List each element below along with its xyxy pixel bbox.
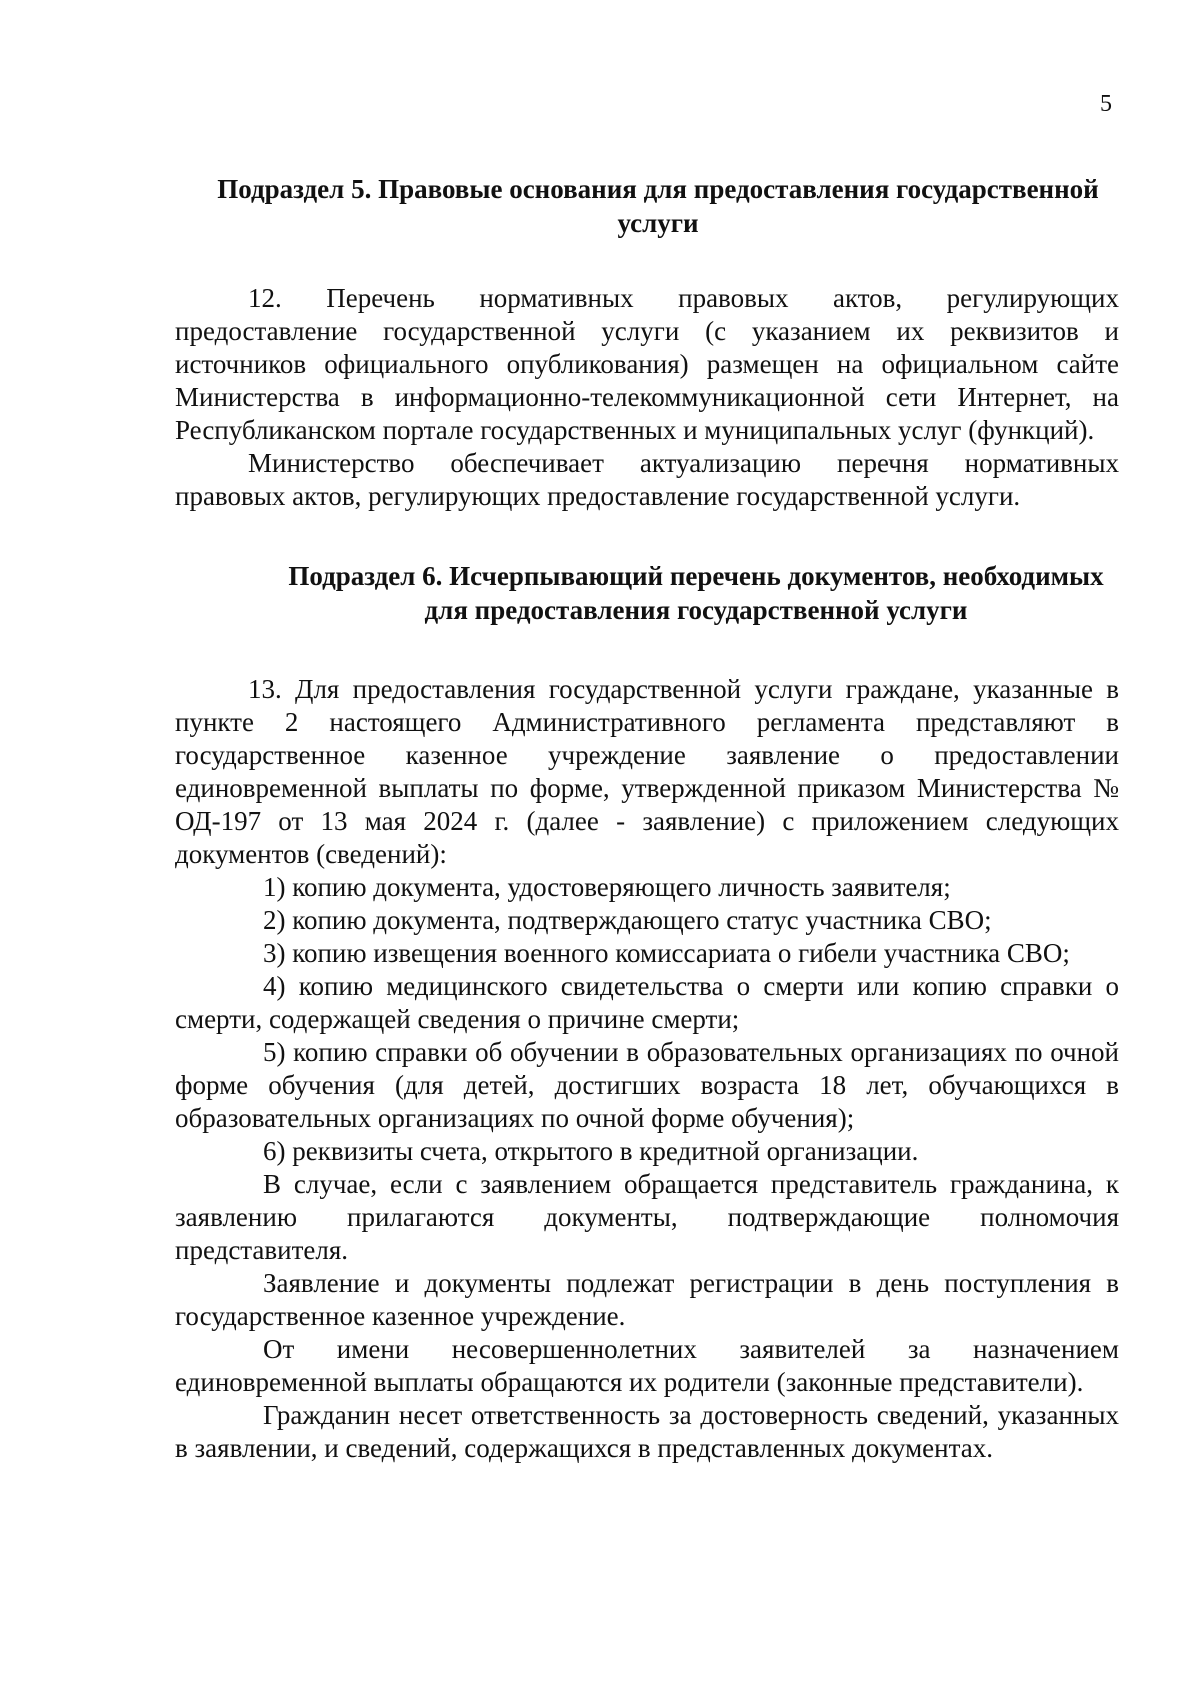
- subsection-5-body: [175, 282, 1119, 513]
- paragraph-13: 13. Для предоставления государственной услуги граждане, указанные в пункте 2 настоящего Административного регламента представляют в государственное казенное учреждение заявление о предоставлении единовременной выплаты по форме, утвержденной приказом Министерства № ОД-197 от 13 мая 2024 г. (далее - заявление) с приложением следующих документов (сведений):: [175, 674, 1119, 869]
- list-item: 2) копию документа, подтверждающего статус участника СВО;: [263, 905, 992, 935]
- list-item: 3) копию извещения военного комиссариата о гибели участника СВО;: [263, 938, 1070, 968]
- subsection-5-title: Подраздел 5. Правовые основания для предоставления государственной услуги: [217, 174, 1099, 238]
- paragraph-responsibility: Гражданин несет ответственность за достоверность сведений, указанных в заявлении, и сведений, содержащихся в представленных документах.: [175, 1400, 1119, 1463]
- list-item: 1) копию документа, удостоверяющего личность заявителя;: [263, 872, 951, 902]
- page-number: 5: [1100, 91, 1112, 117]
- list-item: 5) копию справки об обучении в образовательных организациях по очной форме обучения (для детей, достигших возраста 18 лет, обучающихся в образовательных организациях по очной форме обучения);: [175, 1037, 1119, 1133]
- paragraph-representative: В случае, если с заявлением обращается представитель гражданина, к заявлению прилагаются документы, подтверждающие полномочия представителя.: [175, 1169, 1119, 1265]
- list-item: 4) копию медицинского свидетельства о смерти или копию справки о смерти, содержащей сведения о причине смерти;: [175, 971, 1119, 1034]
- list-item: 6) реквизиты счета, открытого в кредитной организации.: [263, 1136, 919, 1166]
- paragraph-registration: Заявление и документы подлежат регистрации в день поступления в государственное казенное учреждение.: [175, 1268, 1119, 1331]
- subsection-6-body: [175, 673, 1119, 1465]
- document-body: [175, 172, 1119, 1465]
- subsection-6-title: Подраздел 6. Исчерпывающий перечень документов, необходимых для предоставления государственной услуги: [288, 561, 1104, 625]
- paragraph-minors: От имени несовершеннолетних заявителей за назначением единовременной выплаты обращаются их родители (законные представители).: [175, 1334, 1119, 1397]
- paragraph-12-actualization: Министерство обеспечивает актуализацию перечня нормативных правовых актов, регулирующих предоставление государственной услуги.: [175, 448, 1119, 511]
- paragraph-12: 12. Перечень нормативных правовых актов, регулирующих предоставление государственной услуги (с указанием их реквизитов и источников официального опубликования) размещен на официальном сайте Министерства в информационно-телекоммуникационной сети Интернет, на Республиканском портале государственных и муниципальных услуг (функций).: [175, 283, 1119, 445]
